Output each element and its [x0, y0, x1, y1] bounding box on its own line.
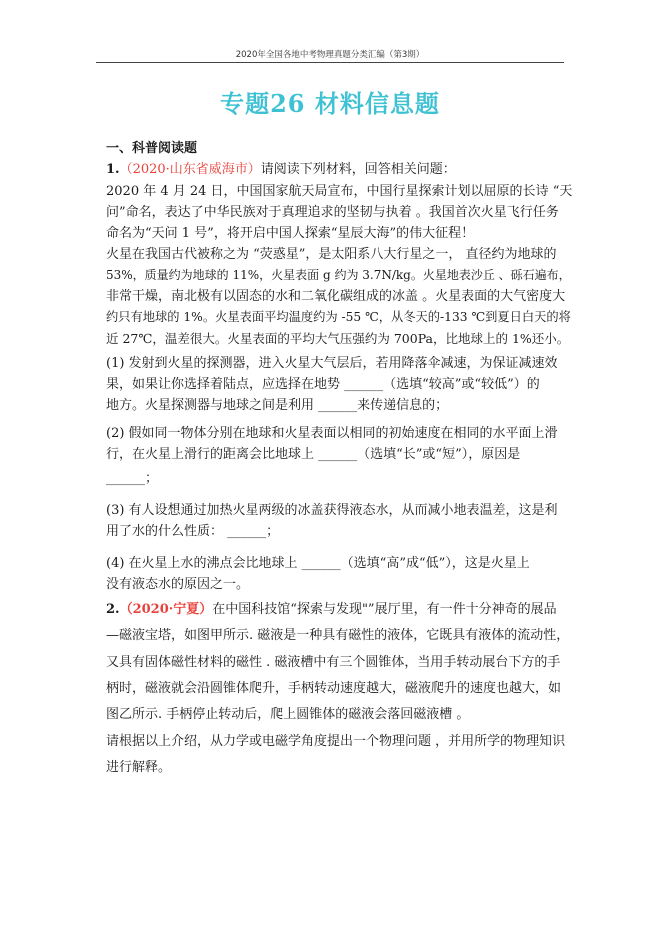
q2-line: 柄时，磁液就会沿圆锥体爬升，手柄转动速度越大，磁液爬升的速度也越大，如 [106, 681, 562, 696]
q1-subquestion-1: (1) 发射到火星的探测器，进入火星大气层后，若用降落伞减速，为保证减速效 [106, 356, 558, 371]
q1-line: ______； [106, 471, 159, 486]
q2-line: 又具有固体磁性材料的磁性 . 磁液槽中有三个圆锥体，当用手转动展台下方的手 [106, 655, 561, 670]
page-title: 专题26 材料信息题 [220, 89, 440, 118]
q1-line: 果，如果让你选择着陆点，应选择在地势 ______（选填“较高”或“较低”）的 [106, 377, 540, 392]
q2-source: （2020·宁夏） [119, 602, 213, 617]
q1-line: 行，在火星上滑行的距离会比地球上 ______（选填“长”或“短”），原因是 [106, 447, 521, 462]
q1-line: 约只有地球的 1%。火星表面平均温度约为 -55 ℃，从冬天的-133 ℃到夏日白天的将 [106, 310, 571, 324]
q2-line: —磁液宝塔，如图甲所示. 磁液是一种具有磁性的液体，它既具有液体的流动性， [106, 628, 570, 643]
header-divider [96, 62, 564, 63]
q1-line: 53%，质量约为地球的 11%，火星表面 g 约为 3.7N/kg。火星地表沙丘 、砾石遍布， [106, 268, 571, 282]
q1-source: （2020·山东省威海市） [119, 162, 261, 177]
q1-header [106, 159, 576, 180]
q1-subquestion-3: (3) 有人设想通过加热火星两级的冰盖获得液态水，从而减小地表温差，这是利 [106, 503, 558, 518]
q2-line: 请根据以上介绍，从力学或电磁学角度提出一个物理问题 ，并用所学的物理知识 [106, 734, 566, 749]
q1-subquestion-2: (2) 假如同一物体分别在地球和火星表面以相同的初始速度在相同的水平面上滑 [106, 426, 558, 441]
q2-number: 2. [106, 602, 120, 617]
q1-line: 用了水的什么性质： ______； [106, 524, 280, 539]
q1-line: 非常干燥，南北极有以固态的水和二氧化碳组成的冰盖 。火星表面的大气密度大 [106, 289, 566, 304]
q1-line: 地方。火星探测器与地球之间是利用 ______来传递信息的； [106, 398, 449, 413]
q1-line: 问”命名，表达了中华民族对于真理追求的坚韧与执着 。我国首次火星飞行任务 [106, 205, 559, 220]
q1-intro: 请阅读下列材料，回答相关问题： [260, 162, 456, 177]
q1-line: 2020 年 4 月 24 日，中国国家航天局宣布，中国行星探索计划以屈原的长诗 “天 [106, 184, 573, 199]
q2-first-line: 在中国科技馆“探索与发现"”展厅里，有一件十分神奇的展品 [212, 602, 557, 617]
page-header: 2020年全国各地中考物理真题分类汇编（第3期） [235, 50, 425, 60]
q2-header [106, 599, 576, 620]
q1-subquestion-4: (4) 在火星上水的沸点会比地球上 ______（选填“高”成“低”），这是火星上 [106, 556, 530, 571]
q1-line: 近 27℃，温差很大。火星表面的平均大气压强约为 700Pa，比地球上的 1%还小。 [106, 331, 570, 346]
q2-line: 进行解释。 [106, 760, 172, 775]
q1-line: 命名为“天问 1 号”，将开启中国人探索“星辰大海”的伟大征程！ [106, 226, 475, 241]
q1-number: 1. [106, 162, 120, 177]
q1-line: 没有液态水的原因之一。 [106, 577, 250, 592]
section-heading: 一、科普阅读题 [106, 141, 198, 156]
q1-line: 火星在我国古代被称之为 “荧惑星”，是太阳系八大行星之一， 直径约为地球的 [106, 247, 557, 262]
q2-line: 图乙所示. 手柄停止转动后，爬上圆锥体的磁液会落回磁液槽 。 [106, 707, 470, 722]
